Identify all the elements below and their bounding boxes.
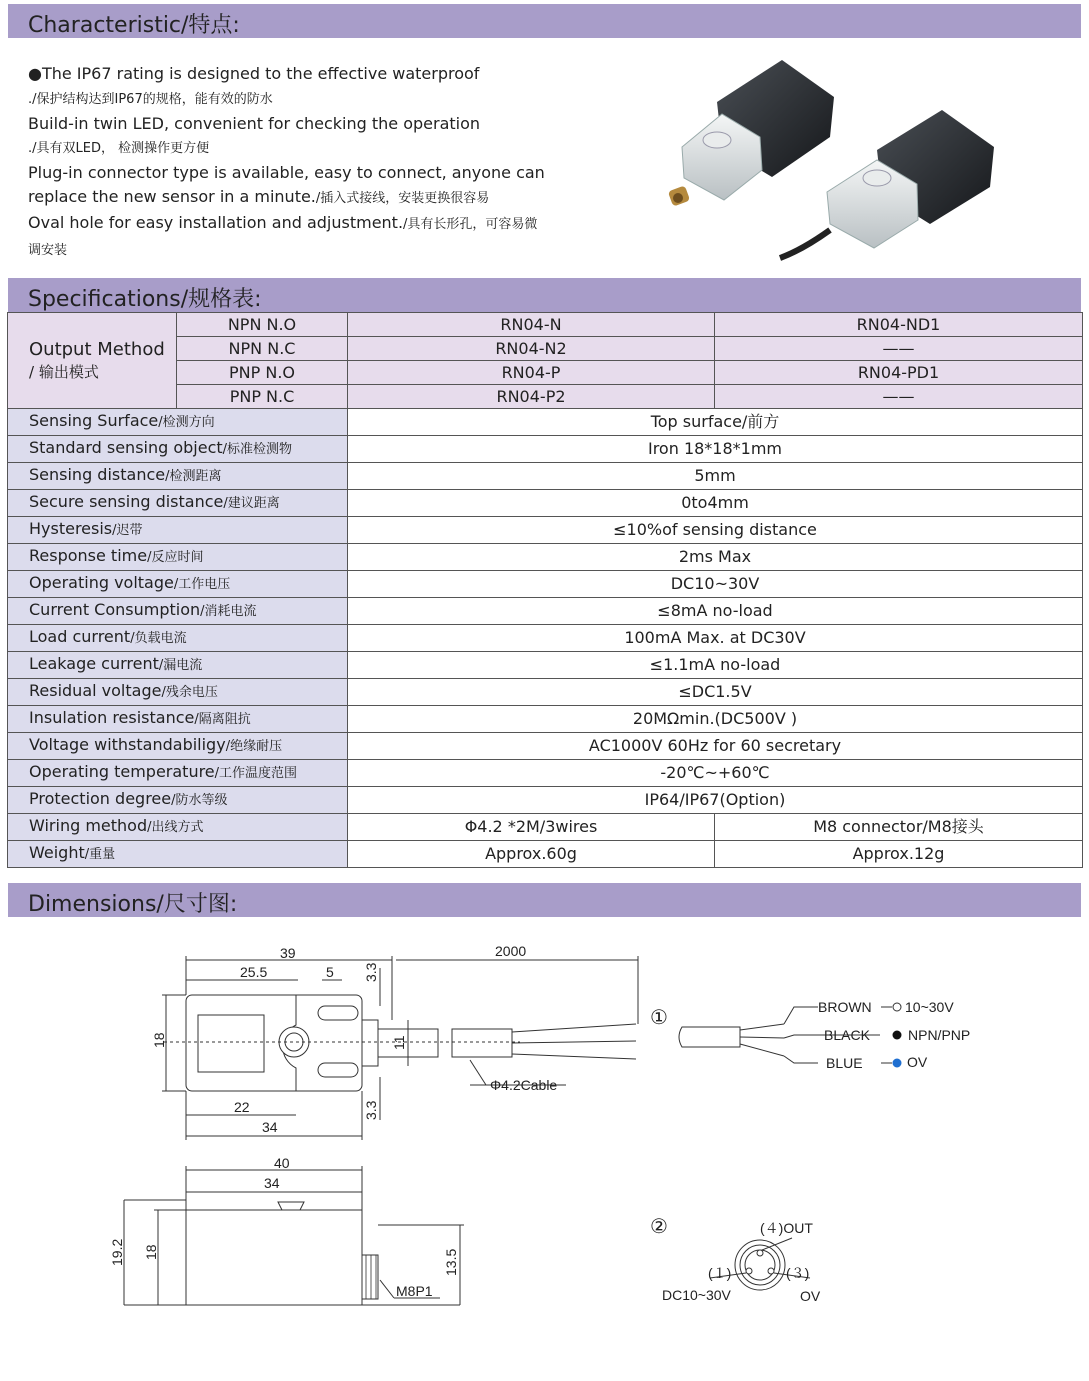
spec-label-zh: /重量 bbox=[84, 847, 116, 862]
spec-row bbox=[8, 517, 1083, 544]
characteristic-line bbox=[28, 135, 568, 161]
spec-label-en: Hysteresis bbox=[29, 519, 113, 538]
wiring-marker-2: ② bbox=[650, 1216, 668, 1238]
pin-3-label: (３) bbox=[786, 1265, 810, 1281]
spec-label bbox=[8, 544, 348, 571]
weight-cable: Approx.60g bbox=[348, 841, 715, 868]
spec-value: ≤10%of sensing distance bbox=[348, 517, 1083, 544]
spec-label-zh: /负载电流 bbox=[130, 631, 187, 646]
model-cable: RN04-N bbox=[348, 313, 715, 337]
spec-label bbox=[8, 841, 348, 868]
characteristic-line bbox=[28, 185, 568, 211]
spec-label-en: Sensing Surface bbox=[29, 411, 159, 430]
cable-label: Φ4.2Cable bbox=[490, 1077, 558, 1093]
characteristic-text-zh: ./保护结构达到IP67的规格，能有效的防水 bbox=[28, 91, 273, 107]
spec-row-wiring bbox=[8, 814, 1083, 841]
spec-label-zh: /消耗电流 bbox=[200, 604, 257, 619]
spec-row-weight bbox=[8, 841, 1083, 868]
spec-label-en: Operating temperature bbox=[29, 762, 215, 781]
output-type: PNP N.O bbox=[177, 361, 348, 385]
model-connector: —— bbox=[715, 337, 1083, 361]
model-connector: RN04-PD1 bbox=[715, 361, 1083, 385]
spec-value: 100mA Max. at DC30V bbox=[348, 625, 1083, 652]
spec-label-zh: /隔离阻抗 bbox=[194, 712, 251, 727]
spec-label bbox=[8, 652, 348, 679]
dim-3-3-bottom: 3.3 bbox=[363, 1100, 379, 1120]
output-type: NPN N.C bbox=[177, 337, 348, 361]
spec-row bbox=[8, 598, 1083, 625]
spec-label-en: Protection degree bbox=[29, 789, 172, 808]
weight-connector: Approx.12g bbox=[715, 841, 1083, 868]
characteristic-title: Characteristic/特点: bbox=[28, 13, 240, 38]
spec-row bbox=[8, 652, 1083, 679]
output-type: NPN N.O bbox=[177, 313, 348, 337]
spec-row bbox=[8, 544, 1083, 571]
wiring-connector: M8 connector/M8接头 bbox=[715, 814, 1083, 841]
specifications-header bbox=[8, 278, 1081, 312]
dim-40: 40 bbox=[274, 1155, 290, 1171]
model-cable: RN04-P2 bbox=[348, 385, 715, 409]
spec-label bbox=[8, 598, 348, 625]
spec-label bbox=[8, 490, 348, 517]
wire-brown: BROWN bbox=[818, 999, 872, 1015]
spec-value: DC10~30V bbox=[348, 571, 1083, 598]
spec-row bbox=[8, 625, 1083, 652]
spec-label-en: Load current bbox=[29, 627, 131, 646]
characteristic-line bbox=[28, 86, 568, 112]
output-method-label-zh: / 输出模式 bbox=[29, 362, 99, 381]
dim-11: 11 bbox=[391, 1035, 407, 1050]
spec-label bbox=[8, 517, 348, 544]
wire-black-value: NPN/PNP bbox=[908, 1027, 971, 1043]
specifications-title: Specifications/规格表: bbox=[28, 287, 262, 312]
output-method-label bbox=[8, 313, 177, 409]
spec-row bbox=[8, 706, 1083, 733]
spec-label-zh: /防水等级 bbox=[171, 793, 228, 808]
spec-label-en: Sensing distance bbox=[29, 465, 166, 484]
spec-row bbox=[8, 571, 1083, 598]
spec-row bbox=[8, 490, 1083, 517]
spec-label-zh: /检测距离 bbox=[165, 469, 222, 484]
spec-row bbox=[8, 679, 1083, 706]
spec-value: ≤DC1.5V bbox=[348, 679, 1083, 706]
characteristic-list bbox=[28, 62, 568, 262]
spec-label bbox=[8, 760, 348, 787]
spec-label-zh: /工作温度范围 bbox=[214, 766, 298, 781]
spec-value: IP64/IP67(Option) bbox=[348, 787, 1083, 814]
output-method-row bbox=[8, 313, 1083, 337]
wire-blue: BLUE bbox=[826, 1055, 863, 1071]
spec-label bbox=[8, 787, 348, 814]
dim-18: 18 bbox=[151, 1032, 167, 1048]
characteristic-text-zh: /具有长形孔，可容易微 bbox=[403, 216, 538, 232]
spec-label-en: Weight bbox=[29, 843, 85, 862]
spec-value: 5mm bbox=[348, 463, 1083, 490]
spec-row bbox=[8, 463, 1083, 490]
spec-label-zh: /反应时间 bbox=[147, 550, 204, 565]
output-type: PNP N.C bbox=[177, 385, 348, 409]
spec-label bbox=[8, 463, 348, 490]
spec-label-en: Current Consumption bbox=[29, 600, 201, 619]
model-cable: RN04-P bbox=[348, 361, 715, 385]
wiring-marker-1: ① bbox=[650, 1007, 668, 1029]
wire-blue-value: OV bbox=[907, 1054, 928, 1070]
spec-label bbox=[8, 679, 348, 706]
spec-value: ≤1.1mA no-load bbox=[348, 652, 1083, 679]
product-photo bbox=[662, 52, 1002, 262]
output-method-label-en: Output Method bbox=[29, 338, 165, 360]
connector-label: M8P1 bbox=[396, 1283, 433, 1299]
spec-label-zh: /漏电流 bbox=[158, 658, 203, 673]
dimensions-header bbox=[8, 883, 1081, 917]
spec-label-en: Residual voltage bbox=[29, 681, 162, 700]
spec-label-en: Operating voltage bbox=[29, 573, 174, 592]
characteristic-line bbox=[28, 237, 568, 263]
spec-value: 2ms Max bbox=[348, 544, 1083, 571]
characteristic-text-zh: ./具有双LED， 检测操作更方便 bbox=[28, 141, 210, 157]
model-connector: —— bbox=[715, 385, 1083, 409]
spec-value: AC1000V 60Hz for 60 secretary bbox=[348, 733, 1083, 760]
spec-label-en: Secure sensing distance bbox=[29, 492, 224, 511]
spec-label-en: Leakage current bbox=[29, 654, 159, 673]
dim-34-side: 34 bbox=[264, 1175, 280, 1191]
characteristic-text-zh: /插入式接线，安装更换很容易 bbox=[315, 190, 490, 206]
spec-label bbox=[8, 706, 348, 733]
characteristic-text: replace the new sensor in a minute. bbox=[28, 186, 316, 206]
spec-label-zh: /工作电压 bbox=[173, 577, 231, 592]
characteristic-line bbox=[28, 161, 568, 185]
dimensions-drawing bbox=[0, 920, 1089, 1320]
blue-dot bbox=[893, 1059, 901, 1067]
dim-2000: 2000 bbox=[495, 943, 527, 959]
pin-3-value: OV bbox=[800, 1288, 821, 1304]
spec-value: 20MΩmin.(DC500V ) bbox=[348, 706, 1083, 733]
spec-value: Iron 18*18*1mm bbox=[348, 436, 1083, 463]
spec-table bbox=[7, 312, 1083, 868]
spec-row bbox=[8, 760, 1083, 787]
wire-black: BLACK bbox=[824, 1027, 870, 1043]
spec-label-zh: /标准检测物 bbox=[222, 442, 293, 457]
wire-brown-value: 10~30V bbox=[905, 999, 954, 1015]
pin-1-label: (１) bbox=[708, 1265, 732, 1281]
pin-4-label: (４)OUT bbox=[760, 1220, 813, 1236]
spec-label-zh: /迟带 bbox=[112, 523, 143, 538]
dim-3-3-top: 3.3 bbox=[363, 962, 379, 982]
characteristic-text: ●The IP67 rating is designed to the effective waterproof bbox=[28, 64, 480, 83]
spec-label bbox=[8, 571, 348, 598]
spec-row bbox=[8, 436, 1083, 463]
model-connector: RN04-ND1 bbox=[715, 313, 1083, 337]
spec-label bbox=[8, 436, 348, 463]
spec-row bbox=[8, 409, 1083, 436]
characteristic-text: Oval hole for easy installation and adjustment. bbox=[28, 212, 404, 232]
wiring-connector-diagram bbox=[710, 1238, 810, 1290]
spec-label-en: Insulation resistance bbox=[29, 708, 195, 727]
dimensions-title: Dimensions/尺寸图: bbox=[28, 892, 238, 917]
dim-25-5: 25.5 bbox=[240, 964, 268, 980]
characteristic-text-zh: 调安装 bbox=[28, 242, 68, 258]
dim-22: 22 bbox=[234, 1099, 250, 1115]
dim-39: 39 bbox=[280, 945, 296, 961]
spec-label-en: Response time bbox=[29, 546, 148, 565]
spec-row bbox=[8, 787, 1083, 814]
spec-label bbox=[8, 733, 348, 760]
dim-19-2: 19.2 bbox=[109, 1238, 125, 1266]
spec-label-en: Voltage withstandabiligy bbox=[29, 735, 226, 754]
dim-5: 5 bbox=[326, 964, 334, 980]
spec-row bbox=[8, 733, 1083, 760]
spec-label-zh: /检测方向 bbox=[158, 415, 215, 430]
characteristic-line bbox=[28, 112, 568, 136]
characteristic-header bbox=[8, 4, 1081, 38]
spec-value: -20℃~+60℃ bbox=[348, 760, 1083, 787]
spec-label-zh: /绝缘耐压 bbox=[225, 739, 283, 754]
wiring-cable: Φ4.2 *2M/3wires bbox=[348, 814, 715, 841]
characteristic-text: Plug-in connector type is available, easy to connect, anyone can bbox=[28, 163, 545, 183]
spec-label bbox=[8, 814, 348, 841]
sensing-face bbox=[198, 1015, 264, 1072]
dim-13-5: 13.5 bbox=[443, 1248, 459, 1276]
dim-18-side: 18 bbox=[143, 1244, 159, 1260]
characteristic-text: Build-in twin LED, convenient for checking the operation bbox=[28, 113, 481, 133]
spec-label-zh: /残余电压 bbox=[161, 685, 218, 700]
characteristic-line bbox=[28, 62, 568, 86]
spec-value: Top surface/前方 bbox=[348, 409, 1083, 436]
spec-value: 0to4mm bbox=[348, 490, 1083, 517]
spec-label-en: Standard sensing object bbox=[29, 438, 223, 457]
spec-label-zh: /建议距离 bbox=[223, 496, 280, 511]
spec-value: ≤8mA no-load bbox=[348, 598, 1083, 625]
spec-label bbox=[8, 625, 348, 652]
dim-34: 34 bbox=[262, 1119, 278, 1135]
spec-label bbox=[8, 409, 348, 436]
spec-label-en: Wiring method bbox=[29, 816, 148, 835]
spec-label-zh: /出线方式 bbox=[147, 820, 204, 835]
model-cable: RN04-N2 bbox=[348, 337, 715, 361]
characteristic-line bbox=[28, 211, 568, 237]
pin-1-voltage: DC10~30V bbox=[662, 1287, 731, 1303]
